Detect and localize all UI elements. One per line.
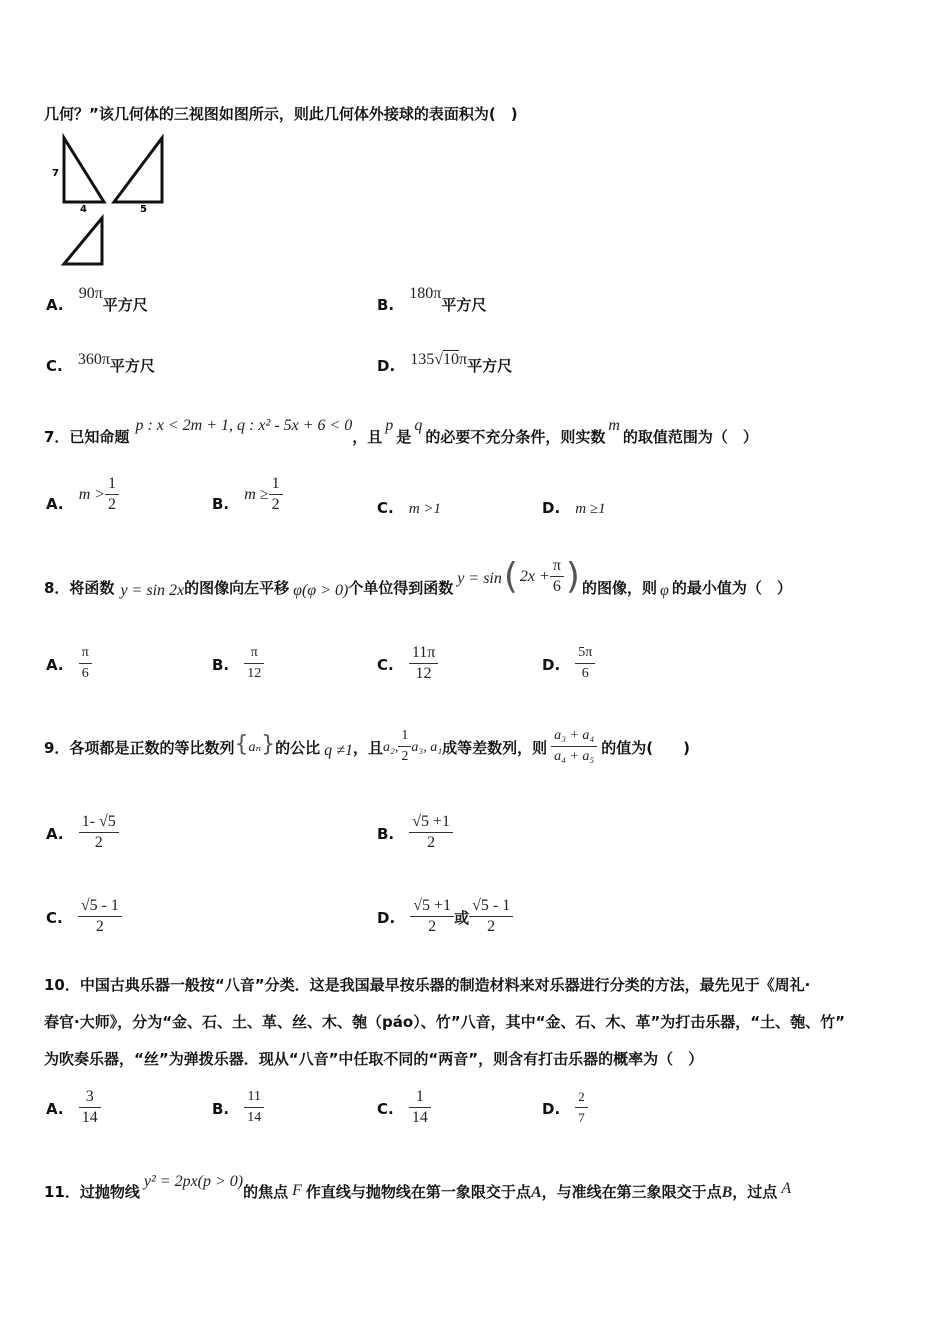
q7-option-b[interactable]: B. m ≥ $\frac{1}{2}$ [212,474,283,515]
q7-option-c[interactable]: C. m >1 [377,499,442,517]
q6-option-c-value: 360π [77,351,110,368]
q6-stem: 几何？”该几何体的三视图如图所示，则此几何体外接球的表面积为( ) [44,105,518,123]
q10-option-d[interactable]: D. $\frac{2}{7}$ [542,1087,588,1128]
q6-option-a-value: 90π [78,285,103,302]
q7-option-d[interactable]: D. m ≥1 [542,499,606,517]
q8-option-c[interactable]: C. $\frac{11\pi}{12}$ [377,643,438,684]
three-view-figure [48,132,178,272]
side-view-triangle [114,138,162,202]
q10-option-a[interactable]: A. $\frac{3}{14}$ [46,1087,101,1128]
q9-option-a[interactable]: A. $\frac{1- √5}{2}$ [46,812,119,853]
q6-option-a[interactable]: A. 90π平方尺 [46,285,148,314]
q6-option-b[interactable]: B. 180π平方尺 [377,285,487,314]
q11-stem: 11．过抛物线y² = 2px(p > 0)的焦点 F 作直线与抛物线在第一象限交于点A，与准线在第三象限交于点B，过点 A [44,1173,792,1201]
q9-option-c[interactable]: C. $\frac{√5 - 1}{2}$ [46,896,122,937]
q7-proposition: p : x < 2m + 1, q : x² - 5x + 6 < 0 [135,417,353,434]
q7-stem: 7．已知命题p : x < 2m + 1, q : x² - 5x + 6 < 0，且p是q的必要不充分条件，则实数m的取值范围为（ ） [44,417,758,446]
q9-option-d[interactable]: D. $\frac{√5 +1}{2}$ 或 $\frac{√5 - 1}{2}$ [377,896,513,937]
q8-stem: 8．将函数 y = sin 2x的图像向左平移 φ(φ > 0)个单位得到函数y = sin( 2x + $\frac{\pi}{6}$ ) 的图像，则 φ 的最小值为（ ） [44,556,792,599]
q6-option-d[interactable]: D. 135√10π平方尺 [377,351,513,375]
q8-option-b[interactable]: B. $\frac{\pi}{12}$ [212,643,264,684]
top-view-triangle [64,218,102,264]
q11-parabola: y² = 2px(p > 0) [143,1173,244,1190]
q6-option-c[interactable]: C. 360π平方尺 [46,351,155,375]
front-view-triangle [64,138,104,202]
dim-base: 4 [80,204,87,215]
dim-height: 7 [52,168,59,179]
q7-option-a[interactable]: A. m > $\frac{1}{2}$ [46,474,119,515]
q6-option-d-value: 135√10π [410,351,468,368]
q8-function-1: y = sin 2x [120,582,185,599]
q10-stem: 10．中国古典乐器一般按“八音”分类．这是我国最早按乐器的制造材料来对乐器进行分类的方法，最先见于《周礼· 春官·大师》，分为“金、石、土、革、丝、木、匏（páo）、竹”八音，其中“金、石、木、革”为打击乐器，“土、匏、竹” 为吹奏乐器，“丝”为弹拨乐器．现从“八音”中任取不同的“两音”，则含有打击乐器的概率为（ ） [44,976,846,1068]
q9-option-b[interactable]: B. $\frac{√5 +1}{2}$ [377,812,453,853]
q10-option-c[interactable]: C. $\frac{1}{14}$ [377,1087,431,1128]
q6-option-b-value: 180π [409,285,442,302]
dim-side: 5 [140,204,147,215]
q9-stem: 9．各项都是正数的等比数列{aₙ}的公比 q ≠1，且a₂, $\frac{1}{2}$ a₃, a₁成等差数列，则 $\frac{\text{a₃ + a₄}}{\text{a₄ + a₅}}$ 的值为( ) [44,728,690,764]
q10-option-b[interactable]: B. $\frac{11}{14}$ [212,1087,264,1128]
q8-option-d[interactable]: D. $\frac{5\pi}{6}$ [542,643,595,684]
q8-option-a[interactable]: A. $\frac{\pi}{6}$ [46,643,92,684]
